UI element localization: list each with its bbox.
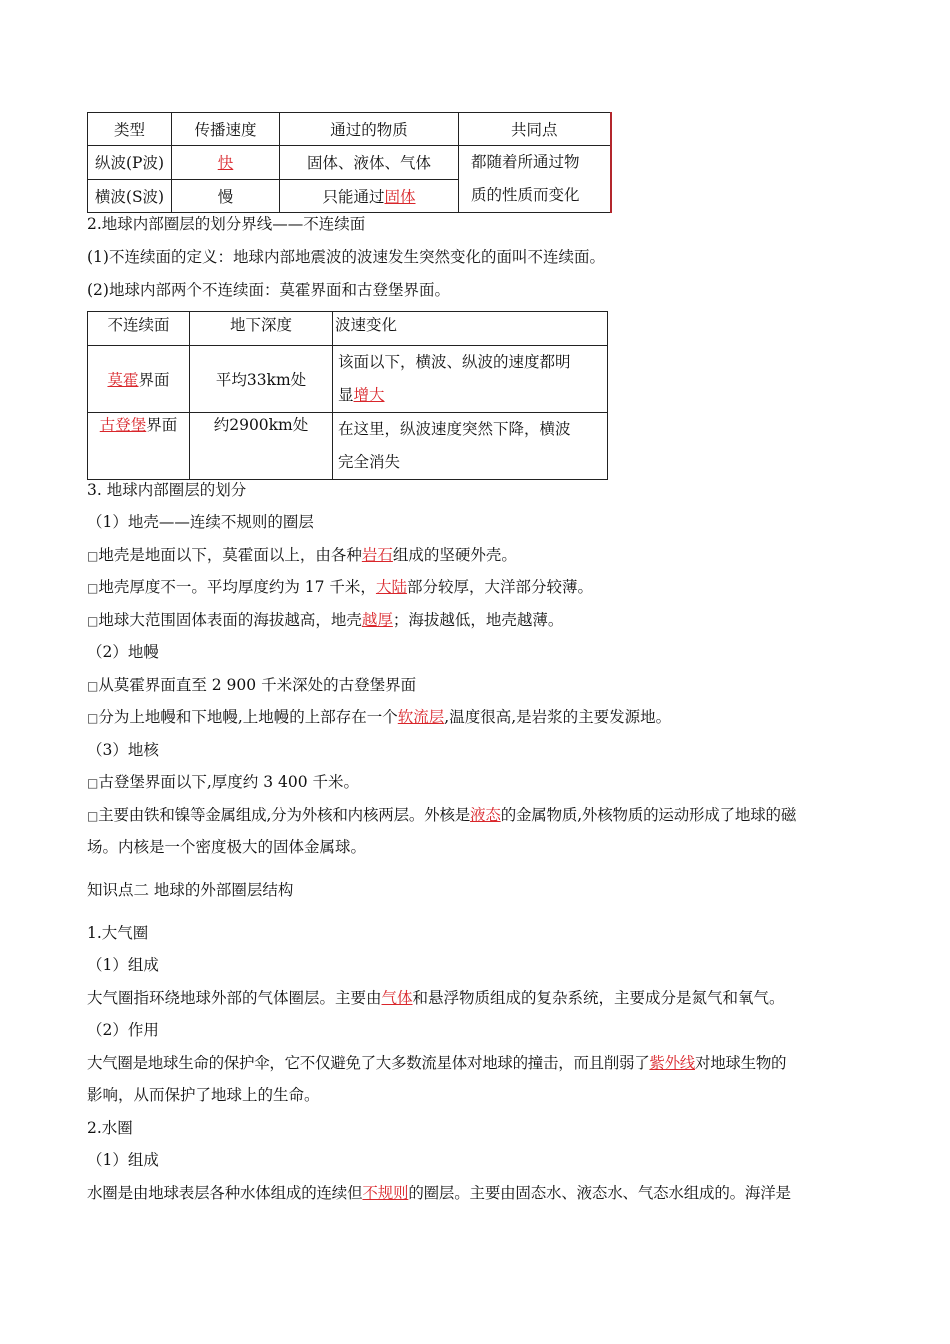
moho-depth: 平均33km处 — [190, 346, 333, 413]
gutenberg-depth: 约2900km处 — [190, 413, 333, 480]
header-surface: 不连续面 — [88, 312, 190, 346]
highlight-answer: 固体 — [384, 187, 416, 206]
section-2-p1: (1)不连续面的定义：地球内部地震波的波速发生突然变化的面叫不连续面。 — [87, 248, 605, 266]
highlight-answer: 古登堡 — [99, 416, 147, 434]
core-bullet-2: □主要由铁和镍等金属组成,分为外核和内核两层。外核是液态的金属物质,外核物质的运动形成了地球的磁 — [87, 806, 797, 824]
core-title: （3）地核 — [87, 741, 159, 759]
bullet-box: □ — [87, 711, 99, 725]
core-bullet-2-cont: 场。内核是一个密度极大的固体金属球。 — [87, 838, 367, 856]
header-change: 波速变化 — [333, 312, 608, 346]
common-line-2: 质的性质而变化 — [471, 186, 580, 204]
highlight-answer: 气体 — [381, 989, 413, 1007]
highlight-answer: 增大 — [353, 386, 385, 404]
moho-name: 莫霍界面 — [88, 346, 190, 413]
atmosphere-comp-title: （1）组成 — [87, 956, 159, 974]
table-header-row — [88, 113, 611, 146]
header-speed: 传播速度 — [172, 113, 280, 146]
row-s-speed: 慢 — [172, 179, 280, 213]
row-p-speed — [172, 146, 280, 180]
hydrosphere-comp-text: 水圈是由地球表层各种水体组成的连续但不规则的圈层。主要由固态水、液态水、气态水组成的。海洋是 — [87, 1184, 791, 1202]
section-3-title: 3. 地球内部圈层的划分 — [87, 481, 247, 499]
highlight-answer: 快 — [217, 154, 234, 173]
atmosphere-func-cont: 影响，从而保护了地球上的生命。 — [87, 1086, 320, 1104]
moho-change: 该面以下，横波、纵波的速度都明 显增大 — [333, 346, 608, 413]
hydrosphere-comp-title: （1）组成 — [87, 1151, 159, 1169]
highlight-answer: 软流层 — [397, 708, 445, 726]
highlight-answer: 越厚 — [361, 611, 393, 629]
gutenberg-name: 古登堡界面 — [88, 413, 190, 480]
bullet-box: □ — [87, 614, 99, 628]
atmosphere-func-title: （2）作用 — [87, 1021, 159, 1039]
bullet-box: □ — [87, 809, 99, 823]
common-line-1: 都随着所通过物 — [471, 153, 580, 171]
table-row — [88, 346, 608, 413]
seismic-wave-table — [87, 112, 612, 213]
bullet-box: □ — [87, 581, 99, 595]
mantle-bullet-2: □分为上地幔和下地幔,上地幔的上部存在一个软流层,温度很高,是岩浆的主要发源地。 — [87, 708, 672, 726]
header-type: 类型 — [88, 113, 172, 146]
header-material: 通过的物质 — [280, 113, 459, 146]
bullet-box: □ — [87, 549, 99, 563]
table-row — [88, 146, 611, 180]
atmosphere-title: 1.大气圈 — [87, 924, 149, 942]
highlight-answer: 莫霍 — [107, 371, 139, 389]
crust-bullet-3: □地球大范围固体表面的海拔越高，地壳越厚；海拔越低，地壳越薄。 — [87, 611, 564, 629]
row-p-material: 固体、液体、气体 — [280, 146, 459, 180]
mantle-bullet-1: □从莫霍界面直至 2 900 千米深处的古登堡界面 — [87, 676, 417, 694]
knowledge-2-title: 知识点二 地球的外部圈层结构 — [87, 881, 294, 899]
header-common: 共同点 — [459, 113, 611, 146]
crust-bullet-1: □地壳是地面以下，莫霍面以上，由各种岩石组成的坚硬外壳。 — [87, 546, 517, 564]
bullet-box: □ — [87, 679, 99, 693]
highlight-answer: 液态 — [470, 806, 501, 824]
bullet-box: □ — [87, 776, 99, 790]
core-bullet-1: □古登堡界面以下,厚度约 3 400 千米。 — [87, 773, 359, 791]
crust-title: （1）地壳——连续不规则的圈层 — [87, 513, 314, 531]
highlight-answer: 紫外线 — [649, 1054, 696, 1072]
row-s-type: 横波(S波) — [88, 179, 172, 213]
highlight-answer: 不规则 — [362, 1184, 409, 1202]
section-2-title: 2.地球内部圈层的划分界线——不连续面 — [87, 215, 366, 233]
crust-bullet-2: □地壳厚度不一。平均厚度约为 17 千米，大陆部分较厚，大洋部分较薄。 — [87, 578, 593, 596]
common-point-cell — [459, 146, 611, 213]
header-depth: 地下深度 — [190, 312, 333, 346]
table-header-row — [88, 312, 608, 346]
atmosphere-comp-text: 大气圈指环绕地球外部的气体圈层。主要由气体和悬浮物质组成的复杂系统，主要成分是氮气和氧气。 — [87, 989, 785, 1007]
row-s-material: 只能通过固体 — [280, 179, 459, 213]
gutenberg-change: 在这里，纵波速度突然下降，横波 完全消失 — [333, 413, 608, 480]
discontinuity-table — [87, 311, 608, 480]
hydrosphere-title: 2.水圈 — [87, 1119, 133, 1137]
highlight-answer: 大陆 — [375, 578, 407, 596]
table-row — [88, 413, 608, 480]
highlight-answer: 岩石 — [361, 546, 393, 564]
atmosphere-func-text: 大气圈是地球生命的保护伞，它不仅避免了大多数流星体对地球的撞击，而且削弱了紫外线对地球生物的 — [87, 1054, 787, 1072]
mantle-title: （2）地幔 — [87, 643, 159, 661]
section-2-p2: (2)地球内部两个不连续面：莫霍界面和古登堡界面。 — [87, 281, 450, 299]
row-p-type: 纵波(P波) — [88, 146, 172, 180]
